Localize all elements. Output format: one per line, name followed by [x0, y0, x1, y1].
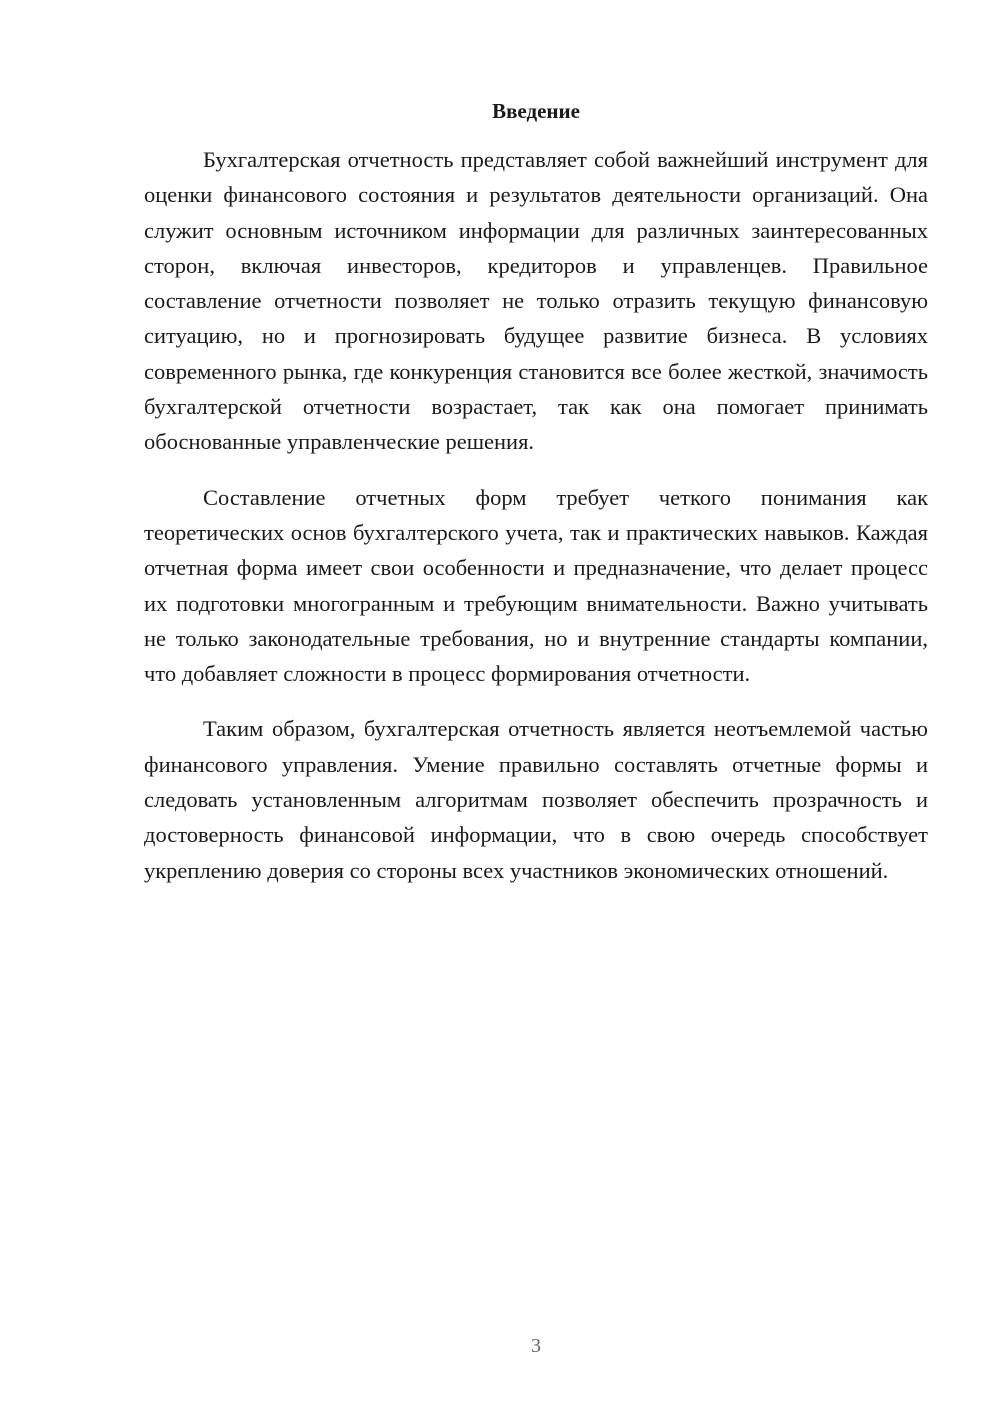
paragraph-2: Составление отчетных форм требует четкого понимания как теоретических основ бухгалтерского учета, так и практических навыков. Каждая отчетная форма имеет свои особенности и предназначение, что делает процесс их подготовки многогранным и требующим внимательности. Важно учитывать не только законодательные требования, но и внутренние стандарты компании, что добавляет сложности в процесс формирования отчетности. — [144, 484, 928, 687]
body-text — [144, 142, 928, 908]
page-number: 3 — [531, 1335, 541, 1357]
section-heading: Введение — [492, 99, 580, 123]
paragraph-1: Бухгалтерская отчетность представляет собой важнейший инструмент для оценки финансового состояния и результатов деятельности организаций. Она служит основным источником информации для различных заинтересованных сторон, включая инвесторов, кредиторов и управленцев. Правильное составление отчетности позволяет не только отразить текущую финансовую ситуацию, но и прогнозировать будущее развитие бизнеса. В условиях современного рынка, где конкуренция становится все более жесткой, значимость бухгалтерской отчетности возрастает, так как она помогает принимать обоснованные управленческие решения. — [144, 147, 928, 455]
paragraph-3: Таким образом, бухгалтерская отчетность является неотъемлемой частью финансового управления. Умение правильно составлять отчетные формы и следовать установленным алгоритмам позволяет обеспечить прозрачность и достоверность финансовой информации, что в свою очередь способствует укреплению доверия со стороны всех участников экономических отношений. — [144, 716, 928, 883]
